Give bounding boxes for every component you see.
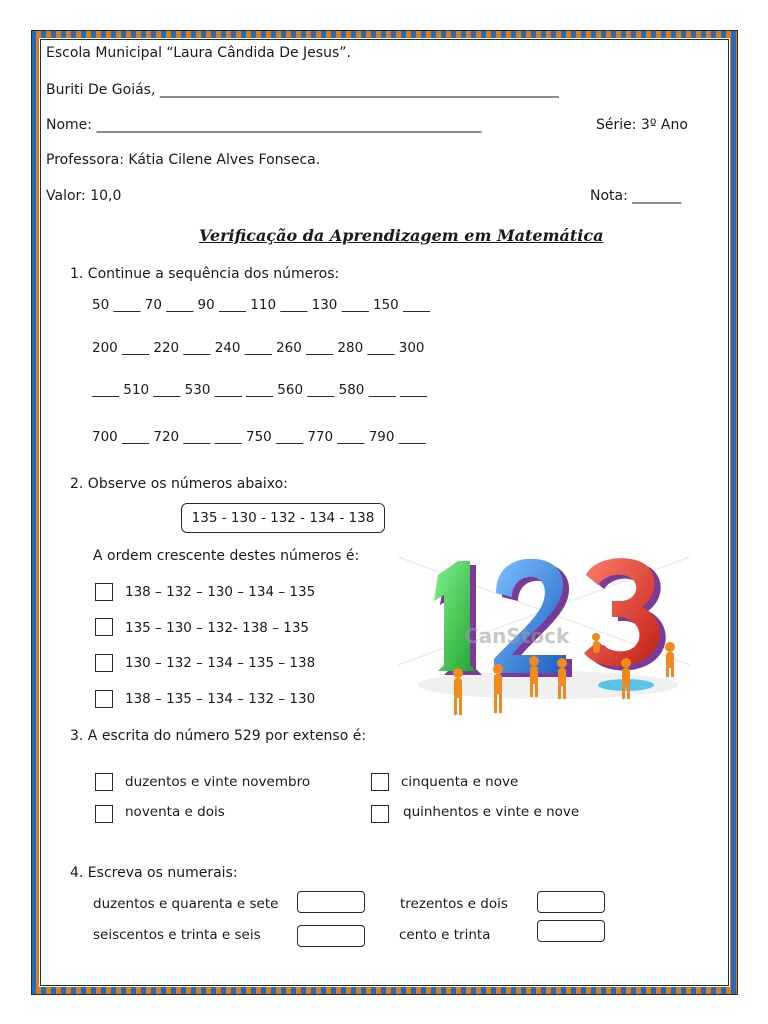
option-checkbox[interactable] <box>371 805 389 823</box>
value-label: Valor: 10,0 <box>46 188 122 204</box>
option-label: cinquenta e nove <box>401 774 519 790</box>
numeral-item: seiscentos e trinta e seis <box>93 927 261 943</box>
sequence-row-3: ____ 510 ____ 530 ____ ____ 560 ____ 580 ____ ____ <box>92 382 427 398</box>
option-checkbox[interactable] <box>95 583 113 601</box>
question-2-subprompt: A ordem crescente destes números é: <box>93 548 360 564</box>
question-2-prompt: 2. Observe os números abaixo: <box>70 476 288 492</box>
school-name: Escola Municipal “Laura Cândida De Jesus”. <box>46 45 351 61</box>
numbers-list: 135 - 130 - 132 - 134 - 138 <box>191 510 375 526</box>
teacher-name: Professora: Kátia Cilene Alves Fonseca. <box>46 152 321 168</box>
question-1-prompt: 1. Continue a sequência dos números: <box>70 266 340 282</box>
sequence-row-2: 200 ____ 220 ____ 240 ____ 260 ____ 280 ____ 300 <box>92 340 425 356</box>
numeral-item: duzentos e quarenta e sete <box>93 896 279 912</box>
sequence-row-4: 700 ____ 720 ____ ____ 750 ____ 770 ____ 790 ____ <box>92 429 426 445</box>
option-checkbox[interactable] <box>371 773 389 791</box>
worksheet-title: Verificação da Aprendizagem em Matemática <box>199 226 604 245</box>
numbers-illustration <box>398 545 690 722</box>
numbers-box <box>181 503 385 533</box>
option-checkbox[interactable] <box>95 618 113 636</box>
option-label: 135 – 130 – 132- 138 – 135 <box>125 620 309 636</box>
answer-box[interactable] <box>297 925 365 947</box>
numeral-item: cento e trinta <box>399 927 491 943</box>
option-label: duzentos e vinte novembro <box>125 774 311 790</box>
option-label: quinhentos e vinte e nove <box>403 804 580 820</box>
score-line: Nota: _______ <box>590 188 682 204</box>
option-checkbox[interactable] <box>95 654 113 672</box>
question-3-prompt: 3. A escrita do número 529 por extenso é: <box>70 728 367 744</box>
city-line: Buriti De Goiás, _________________________________________________________ <box>46 82 559 98</box>
sequence-row-1: 50 ____ 70 ____ 90 ____ 110 ____ 130 ____ 150 ____ <box>92 297 431 313</box>
answer-box[interactable] <box>537 920 605 942</box>
option-label: noventa e dois <box>125 804 225 820</box>
name-line: Nome: _______________________________________________________ <box>46 117 482 133</box>
option-checkbox[interactable] <box>95 690 113 708</box>
numeral-item: trezentos e dois <box>400 896 508 912</box>
option-checkbox[interactable] <box>95 773 113 791</box>
answer-box[interactable] <box>297 891 365 913</box>
option-label: 130 – 132 – 134 – 135 – 138 <box>125 655 316 671</box>
option-label: 138 – 132 – 130 – 134 – 135 <box>125 584 316 600</box>
question-4-prompt: 4. Escreva os numerais: <box>70 865 238 881</box>
watermark-text: CanStock <box>464 624 570 648</box>
answer-box[interactable] <box>537 891 605 913</box>
option-label: 138 – 135 – 134 – 132 – 130 <box>125 691 316 707</box>
option-checkbox[interactable] <box>95 805 113 823</box>
digit-one-shape <box>434 561 476 671</box>
grade-level: Série: 3º Ano <box>596 117 688 133</box>
